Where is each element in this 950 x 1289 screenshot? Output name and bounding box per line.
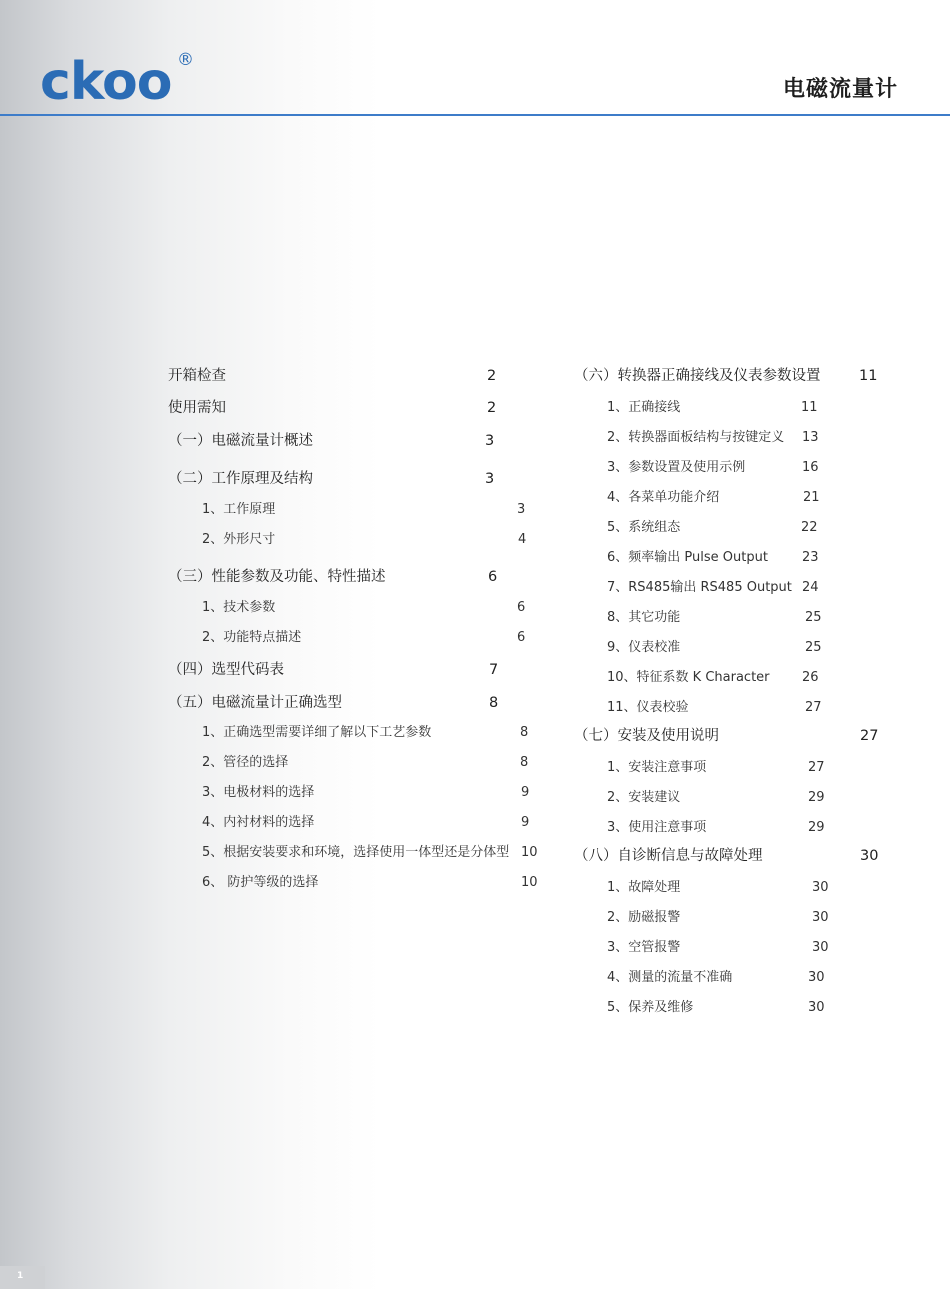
toc-entry-page: 29 (808, 790, 825, 805)
toc-entry-page: 3 (485, 433, 495, 449)
toc-entry-page: 30 (812, 910, 829, 925)
toc-entry-page: 23 (802, 550, 819, 565)
toc-entry-page: 6 (517, 600, 526, 615)
toc-entry-label: 2、安装建议 (607, 790, 681, 805)
toc-entry-label: 3、使用注意事项 (607, 820, 707, 835)
toc-entry-page: 9 (521, 785, 530, 800)
toc-entry-label: 1、正确接线 (607, 400, 681, 415)
toc-entry-page: 3 (517, 502, 526, 517)
header-divider (0, 114, 950, 116)
toc-entry-page: 8 (489, 695, 499, 711)
toc-entry-page: 25 (805, 640, 822, 655)
toc-entry-label: （五）电磁流量计正确选型 (168, 695, 342, 711)
toc-entry-label: 开箱检查 (168, 368, 226, 384)
toc-entry-label: （三）性能参数及功能、特性描述 (168, 569, 386, 585)
toc-entry-label: 9、仪表校准 (607, 640, 681, 655)
toc-entry-page: 11 (859, 368, 878, 384)
toc-entry-label: 1、技术参数 (202, 600, 276, 615)
toc-entry-label: 4、各菜单功能介绍 (607, 490, 720, 505)
toc-entry-label: 3、空管报警 (607, 940, 681, 955)
toc-entry-page: 30 (812, 880, 829, 895)
registered-mark: ® (177, 50, 194, 70)
toc-entry-page: 3 (485, 471, 495, 487)
toc-entry-label: 使用需知 (168, 400, 226, 416)
toc-entry-label: 1、故障处理 (607, 880, 681, 895)
toc-entry-page: 22 (801, 520, 818, 535)
toc-entry-label: 2、转换器面板结构与按键定义 (607, 430, 785, 445)
toc-entry-label: 5、保养及维修 (607, 1000, 694, 1015)
toc-entry-page: 8 (520, 725, 529, 740)
toc-entry-label: 8、其它功能 (607, 610, 681, 625)
toc-entry-page: 2 (487, 368, 497, 384)
toc-entry-page: 30 (860, 848, 879, 864)
toc-entry-label: 3、电极材料的选择 (202, 785, 315, 800)
toc-entry-page: 6 (488, 569, 498, 585)
toc-entry-page: 27 (860, 728, 879, 744)
toc-entry-label: 6、频率输出 Pulse Output (607, 550, 768, 565)
toc-entry-page: 7 (489, 662, 499, 678)
brand-logo-text: ckoo (40, 52, 172, 112)
toc-entry-label: （四）选型代码表 (168, 662, 284, 678)
brand-logo (40, 50, 194, 112)
toc-entry-label: 1、工作原理 (202, 502, 276, 517)
toc-entry-page: 27 (805, 700, 822, 715)
toc-entry-page: 26 (802, 670, 819, 685)
toc-entry-label: 1、正确选型需要详细了解以下工艺参数 (202, 725, 432, 740)
toc-entry-label: （六）转换器正确接线及仪表参数设置 (574, 368, 821, 384)
toc-entry-label: 2、管径的选择 (202, 755, 289, 770)
toc-entry-page: 6 (517, 630, 526, 645)
toc-entry-page: 10 (521, 875, 538, 890)
toc-entry-page: 30 (812, 940, 829, 955)
toc-entry-label: （七）安装及使用说明 (574, 728, 719, 744)
toc-entry-label: （一）电磁流量计概述 (168, 433, 313, 449)
toc-entry-label: 10、特征系数 K Character (607, 670, 770, 685)
toc-entry-page: 27 (808, 760, 825, 775)
toc-entry-page: 2 (487, 400, 497, 416)
toc-entry-label: 6、 防护等级的选择 (202, 875, 319, 890)
toc-entry-label: 2、外形尺寸 (202, 532, 276, 547)
toc-entry-label: 5、根据安装要求和环境，选择使用一体型还是分体型 (202, 845, 510, 860)
toc-entry-page: 11 (801, 400, 818, 415)
toc-entry-page: 9 (521, 815, 530, 830)
toc-entry-label: （八）自诊断信息与故障处理 (574, 848, 763, 864)
toc-entry-page: 24 (802, 580, 819, 595)
toc-entry-label: 5、系统组态 (607, 520, 681, 535)
toc-entry-page: 13 (802, 430, 819, 445)
toc-entry-label: 3、参数设置及使用示例 (607, 460, 746, 475)
document-title: 电磁流量计 (782, 77, 898, 102)
toc-entry-label: 2、功能特点描述 (202, 630, 302, 645)
toc-entry-page: 25 (805, 610, 822, 625)
toc-entry-page: 30 (808, 1000, 825, 1015)
page-number: 1 (17, 1271, 24, 1281)
toc-entry-page: 10 (521, 845, 538, 860)
toc-entry-label: 4、内衬材料的选择 (202, 815, 315, 830)
toc-entry-page: 8 (520, 755, 529, 770)
toc-entry-label: （二）工作原理及结构 (168, 471, 313, 487)
toc-entry-page: 29 (808, 820, 825, 835)
toc-entry-page: 4 (518, 532, 527, 547)
page-number-tab (0, 1266, 45, 1289)
toc-entry-label: 1、安装注意事项 (607, 760, 707, 775)
toc-entry-label: 4、测量的流量不准确 (607, 970, 733, 985)
toc-entry-label: 11、仪表校验 (607, 700, 689, 715)
toc-entry-label: 7、RS485输出 RS485 Output (607, 580, 792, 595)
toc-entry-page: 16 (802, 460, 819, 475)
toc-entry-label: 2、励磁报警 (607, 910, 681, 925)
toc-entry-page: 21 (803, 490, 820, 505)
toc-entry-page: 30 (808, 970, 825, 985)
